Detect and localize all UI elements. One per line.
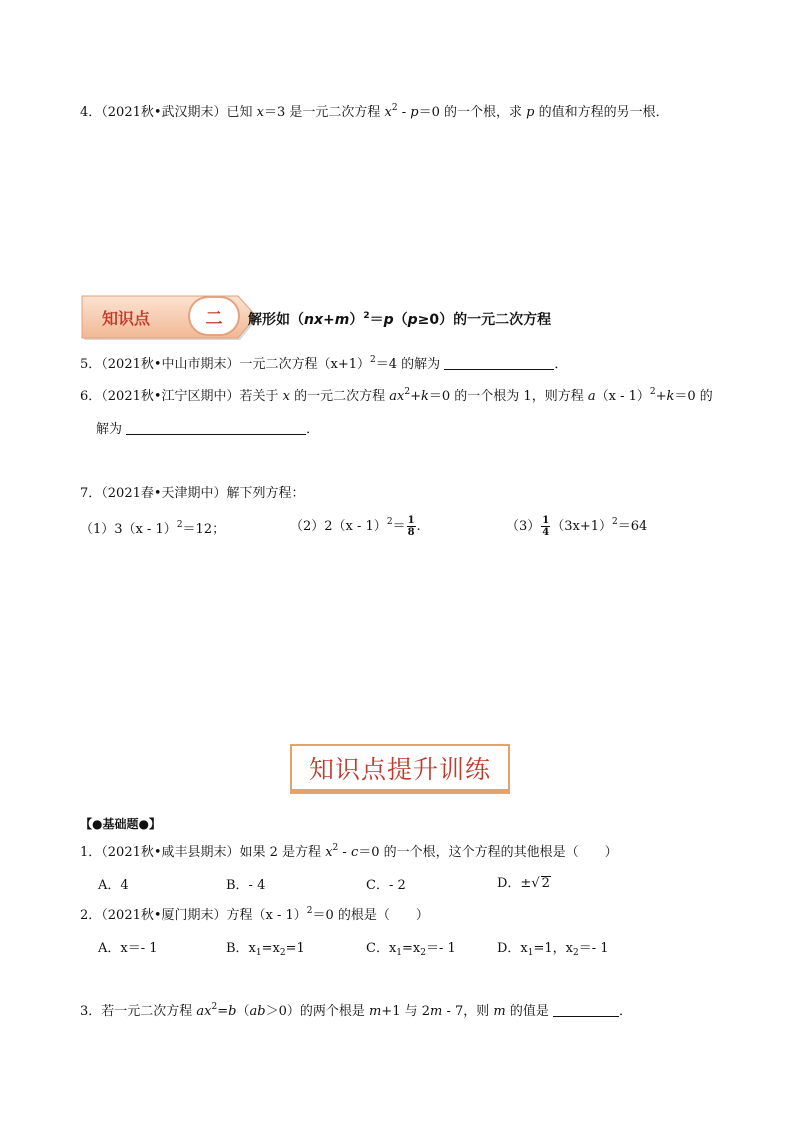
basic-question-2: 2．（2021秋•厦门期末）方程（x - 1）$^2$＝0 的根是（ ）	[80, 906, 429, 923]
answer-blank[interactable]	[444, 357, 554, 370]
topic-title: 解形如$(nx+m)^2=p(p\ge 0)$的一元二次方程	[248, 311, 552, 328]
option-d[interactable]: D．±√ 2	[497, 876, 550, 891]
basic-question-3: 3．若一元二次方程 $ax^2=b(ab>0)$的两个根是 m+1 与 2m - 7，则 m 的值是 ．	[80, 1002, 632, 1019]
question-7-part-2: （2）2（x - 1）$^2$＝ $\frac{1}{8}$ .	[290, 515, 421, 538]
banner-tag-label: 知识点	[102, 309, 151, 328]
sqrt-radicand: 2	[541, 876, 550, 891]
option-c[interactable]: C．$x_1=x_2=-$ 1	[366, 941, 456, 958]
answer-blank[interactable]	[553, 1004, 619, 1017]
question-6-line-2: 解为 ．	[96, 422, 320, 437]
question-7-title: 7．（2021春•天津期中）解下列方程：	[80, 486, 305, 501]
banner-number-circle	[188, 296, 240, 336]
fraction: $\frac{1}{4}$	[542, 515, 550, 538]
option-a[interactable]: A．4	[98, 878, 129, 893]
option-c[interactable]: C．- 2	[366, 878, 406, 893]
option-a[interactable]: A．x＝- 1	[98, 941, 158, 956]
basic-label: 【●基础题●】	[80, 817, 161, 831]
section-heading-box	[290, 744, 510, 794]
question-4: 4．（2021秋•武汉期末）已知 x＝3 是一元二次方程 $x^2 - p=0$ 的一个根，求 p 的值和方程的另一根．	[80, 103, 669, 120]
option-d[interactable]: D．$x_1=1$，$x_2=-$ 1	[497, 941, 609, 958]
basic-question-1: 1．（2021秋•咸丰县期末）如果 2 是方程 $x^2 - c=0$ 的一个根，这个方程的其他根是（ ）	[80, 843, 618, 860]
banner-number: 二	[205, 308, 223, 329]
section-heading: 知识点提升训练	[308, 754, 491, 784]
question-5: 5．（2021秋•中山市期末）一元二次方程$(x+1)^2=4$ 的解为 ．	[80, 355, 568, 372]
question-7-part-1: （1）3（x - 1）$^2$＝12；	[80, 520, 226, 537]
question-7-part-3: （3） $\frac{1}{4}$ $(3x+1)^2=64$	[506, 515, 648, 538]
option-b[interactable]: B．- 4	[226, 878, 266, 893]
option-b[interactable]: B．$x_1=x_2=1$	[226, 941, 305, 958]
question-6-line-1: 6．（2021秋•江宁区期中）若关于 x 的一元二次方程 $ax^2+k=0$ 的一个根为 1，则方程 a（x - 1）$^2$+k＝0 的	[80, 387, 713, 404]
answer-blank[interactable]	[126, 422, 306, 435]
fraction: $\frac{1}{8}$	[407, 515, 415, 538]
